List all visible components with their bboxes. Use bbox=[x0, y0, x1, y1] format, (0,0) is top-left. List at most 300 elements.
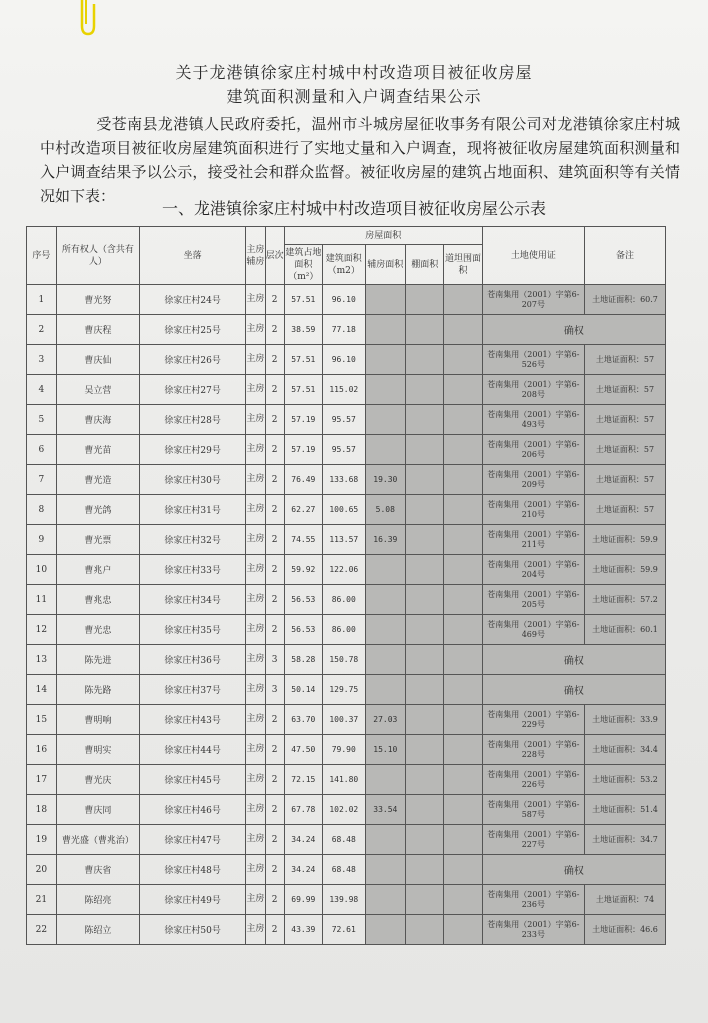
cell-aux-area bbox=[365, 405, 405, 435]
cell-address: 徐家庄村43号 bbox=[139, 705, 245, 735]
header-main-aux: 主房辅房 bbox=[246, 227, 265, 285]
cell-address: 徐家庄村46号 bbox=[139, 795, 245, 825]
cell-seq: 19 bbox=[27, 825, 57, 855]
header-wall-area: 道坦围面积 bbox=[444, 245, 482, 285]
header-owner: 所有权人（含共有人） bbox=[56, 227, 139, 285]
cell-main-aux: 主房 bbox=[246, 735, 265, 765]
cell-aux-area bbox=[365, 375, 405, 405]
cell-land-cert: 苍南集用（2001）字第6-208号 bbox=[482, 375, 584, 405]
cell-owner: 曹光苗 bbox=[56, 435, 139, 465]
cell-remarks: 土地证面积：57 bbox=[584, 495, 665, 525]
cell-remarks: 土地证面积：34.4 bbox=[584, 735, 665, 765]
cell-land-cert: 苍南集用（2001）字第6-206号 bbox=[482, 435, 584, 465]
cell-address: 徐家庄村26号 bbox=[139, 345, 245, 375]
cell-wall-area bbox=[444, 855, 482, 885]
table-row bbox=[27, 645, 666, 675]
cell-shed-area bbox=[406, 555, 444, 585]
cell-building-area: 68.48 bbox=[322, 825, 365, 855]
cell-remarks: 土地证面积：57 bbox=[584, 465, 665, 495]
table-row bbox=[27, 465, 666, 495]
cell-shed-area bbox=[406, 645, 444, 675]
cell-remarks: 土地证面积：34.7 bbox=[584, 825, 665, 855]
cell-owner: 曹光票 bbox=[56, 525, 139, 555]
cell-seq: 13 bbox=[27, 645, 57, 675]
cell-building-area: 122.06 bbox=[322, 555, 365, 585]
cell-main-aux: 主房 bbox=[246, 825, 265, 855]
cell-footprint: 69.99 bbox=[284, 885, 322, 915]
cell-address: 徐家庄村33号 bbox=[139, 555, 245, 585]
cell-shed-area bbox=[406, 735, 444, 765]
cell-owner: 曹庆海 bbox=[56, 405, 139, 435]
cell-shed-area bbox=[406, 435, 444, 465]
table-row bbox=[27, 555, 666, 585]
cell-wall-area bbox=[444, 465, 482, 495]
cell-remarks: 土地证面积：33.9 bbox=[584, 705, 665, 735]
cell-floors: 2 bbox=[265, 585, 284, 615]
cell-main-aux: 主房 bbox=[246, 645, 265, 675]
header-footprint: 建筑占地面积（m²） bbox=[284, 245, 322, 285]
cell-aux-area bbox=[365, 645, 405, 675]
cell-owner: 曹光庆 bbox=[56, 765, 139, 795]
cell-remarks: 土地证面积：57.2 bbox=[584, 585, 665, 615]
table-row bbox=[27, 705, 666, 735]
cell-footprint: 58.28 bbox=[284, 645, 322, 675]
cell-floors: 2 bbox=[265, 615, 284, 645]
cell-building-area: 77.18 bbox=[322, 315, 365, 345]
cell-footprint: 43.39 bbox=[284, 915, 322, 945]
cell-building-area: 68.48 bbox=[322, 855, 365, 885]
cell-floors: 2 bbox=[265, 285, 284, 315]
cell-land-cert: 苍南集用（2001）字第6-209号 bbox=[482, 465, 584, 495]
cell-remarks: 土地证面积：57 bbox=[584, 345, 665, 375]
cell-footprint: 47.50 bbox=[284, 735, 322, 765]
cell-land-cert: 苍南集用（2001）字第6-233号 bbox=[482, 915, 584, 945]
table-row bbox=[27, 855, 666, 885]
cell-building-area: 95.57 bbox=[322, 405, 365, 435]
cell-aux-area: 16.39 bbox=[365, 525, 405, 555]
cell-owner: 曹庆省 bbox=[56, 855, 139, 885]
cell-owner: 曹光造 bbox=[56, 465, 139, 495]
cell-shed-area bbox=[406, 825, 444, 855]
table-row bbox=[27, 825, 666, 855]
cell-main-aux: 主房 bbox=[246, 765, 265, 795]
header-land-cert: 土地使用证 bbox=[482, 227, 584, 285]
cell-building-area: 72.61 bbox=[322, 915, 365, 945]
cell-address: 徐家庄村47号 bbox=[139, 825, 245, 855]
cell-seq: 11 bbox=[27, 585, 57, 615]
cell-seq: 14 bbox=[27, 675, 57, 705]
cell-aux-area: 33.54 bbox=[365, 795, 405, 825]
cell-floors: 2 bbox=[265, 735, 284, 765]
cell-aux-area bbox=[365, 885, 405, 915]
cell-address: 徐家庄村34号 bbox=[139, 585, 245, 615]
cell-owner: 陈绍立 bbox=[56, 915, 139, 945]
header-address: 坐落 bbox=[139, 227, 245, 285]
cell-seq: 20 bbox=[27, 855, 57, 885]
cell-floors: 2 bbox=[265, 405, 284, 435]
cell-wall-area bbox=[444, 585, 482, 615]
cell-land-cert: 苍南集用（2001）字第6-227号 bbox=[482, 825, 584, 855]
table-row bbox=[27, 285, 666, 315]
cell-owner: 吴立营 bbox=[56, 375, 139, 405]
cell-main-aux: 主房 bbox=[246, 345, 265, 375]
cell-owner: 曹光鸽 bbox=[56, 495, 139, 525]
cell-footprint: 57.51 bbox=[284, 375, 322, 405]
cell-wall-area bbox=[444, 645, 482, 675]
cell-wall-area bbox=[444, 405, 482, 435]
cell-remarks: 土地证面积：57 bbox=[584, 405, 665, 435]
cell-floors: 2 bbox=[265, 825, 284, 855]
cell-aux-area bbox=[365, 315, 405, 345]
intro-paragraph bbox=[40, 112, 680, 208]
cell-wall-area bbox=[444, 495, 482, 525]
cell-seq: 16 bbox=[27, 735, 57, 765]
cell-owner: 曹兆忠 bbox=[56, 585, 139, 615]
cell-footprint: 57.51 bbox=[284, 345, 322, 375]
cell-wall-area bbox=[444, 615, 482, 645]
cell-aux-area bbox=[365, 555, 405, 585]
cell-aux-area: 19.30 bbox=[365, 465, 405, 495]
cell-wall-area bbox=[444, 795, 482, 825]
cell-main-aux: 主房 bbox=[246, 585, 265, 615]
document-title-line-1: 关于龙港镇徐家庄村城中村改造项目被征收房屋 bbox=[175, 63, 533, 82]
cell-shed-area bbox=[406, 495, 444, 525]
paper-clip-icon bbox=[70, 0, 100, 40]
cell-seq: 8 bbox=[27, 495, 57, 525]
cell-aux-area: 15.10 bbox=[365, 735, 405, 765]
cell-aux-area bbox=[365, 345, 405, 375]
cell-wall-area bbox=[444, 435, 482, 465]
cell-owner: 曹明响 bbox=[56, 705, 139, 735]
cell-main-aux: 主房 bbox=[246, 705, 265, 735]
cell-remarks: 土地证面积：57 bbox=[584, 435, 665, 465]
cell-owner: 陈先进 bbox=[56, 645, 139, 675]
cell-aux-area bbox=[365, 615, 405, 645]
header-aux-area: 辅房面积 bbox=[365, 245, 405, 285]
cell-building-area: 96.10 bbox=[322, 285, 365, 315]
cell-land-cert: 苍南集用（2001）字第6-210号 bbox=[482, 495, 584, 525]
cell-main-aux: 主房 bbox=[246, 495, 265, 525]
header-area-group: 房屋面积 bbox=[284, 227, 482, 245]
cell-seq: 12 bbox=[27, 615, 57, 645]
cell-floors: 2 bbox=[265, 435, 284, 465]
cell-building-area: 141.80 bbox=[322, 765, 365, 795]
cell-aux-area: 27.03 bbox=[365, 705, 405, 735]
cell-address: 徐家庄村50号 bbox=[139, 915, 245, 945]
cell-footprint: 67.78 bbox=[284, 795, 322, 825]
cell-wall-area bbox=[444, 915, 482, 945]
cell-building-area: 102.02 bbox=[322, 795, 365, 825]
cell-wall-area bbox=[444, 705, 482, 735]
cell-shed-area bbox=[406, 525, 444, 555]
cell-remarks: 土地证面积：74 bbox=[584, 885, 665, 915]
cell-footprint: 72.15 bbox=[284, 765, 322, 795]
cell-wall-area bbox=[444, 825, 482, 855]
cell-footprint: 34.24 bbox=[284, 855, 322, 885]
cell-main-aux: 主房 bbox=[246, 615, 265, 645]
cell-floors: 2 bbox=[265, 525, 284, 555]
cell-main-aux: 主房 bbox=[246, 855, 265, 885]
cell-floors: 2 bbox=[265, 915, 284, 945]
cell-main-aux: 主房 bbox=[246, 795, 265, 825]
cell-building-area: 100.65 bbox=[322, 495, 365, 525]
table-row bbox=[27, 495, 666, 525]
cell-aux-area bbox=[365, 675, 405, 705]
cell-footprint: 62.27 bbox=[284, 495, 322, 525]
cell-floors: 2 bbox=[265, 855, 284, 885]
cell-wall-area bbox=[444, 885, 482, 915]
table-row bbox=[27, 435, 666, 465]
header-building-area: 建筑面积（m2） bbox=[322, 245, 365, 285]
cell-seq: 18 bbox=[27, 795, 57, 825]
cell-aux-area: 5.08 bbox=[365, 495, 405, 525]
cell-shed-area bbox=[406, 615, 444, 645]
cell-floors: 3 bbox=[265, 645, 284, 675]
cell-shed-area bbox=[406, 405, 444, 435]
cell-main-aux: 主房 bbox=[246, 525, 265, 555]
cell-seq: 7 bbox=[27, 465, 57, 495]
cell-floors: 2 bbox=[265, 465, 284, 495]
cell-shed-area bbox=[406, 675, 444, 705]
cell-building-area: 129.75 bbox=[322, 675, 365, 705]
cell-land-cert: 苍南集用（2001）字第6-226号 bbox=[482, 765, 584, 795]
cell-floors: 2 bbox=[265, 765, 284, 795]
cell-address: 徐家庄村24号 bbox=[139, 285, 245, 315]
cell-wall-area bbox=[444, 345, 482, 375]
cell-building-area: 100.37 bbox=[322, 705, 365, 735]
cell-remarks: 土地证面积：57 bbox=[584, 375, 665, 405]
cell-footprint: 34.24 bbox=[284, 825, 322, 855]
cell-seq: 22 bbox=[27, 915, 57, 945]
cell-wall-area bbox=[444, 375, 482, 405]
cell-floors: 2 bbox=[265, 345, 284, 375]
table-row bbox=[27, 675, 666, 705]
cell-address: 徐家庄村28号 bbox=[139, 405, 245, 435]
cell-floors: 2 bbox=[265, 885, 284, 915]
cell-owner: 陈先路 bbox=[56, 675, 139, 705]
cell-seq: 3 bbox=[27, 345, 57, 375]
cell-land-cert: 苍南集用（2001）字第6-236号 bbox=[482, 885, 584, 915]
cell-aux-area bbox=[365, 765, 405, 795]
cell-aux-area bbox=[365, 435, 405, 465]
cell-building-area: 150.78 bbox=[322, 645, 365, 675]
cell-shed-area bbox=[406, 765, 444, 795]
cell-aux-area bbox=[365, 585, 405, 615]
table-row bbox=[27, 885, 666, 915]
cell-seq: 5 bbox=[27, 405, 57, 435]
cell-land-cert: 确权 bbox=[482, 675, 665, 705]
cell-seq: 15 bbox=[27, 705, 57, 735]
cell-address: 徐家庄村29号 bbox=[139, 435, 245, 465]
cell-seq: 6 bbox=[27, 435, 57, 465]
cell-shed-area bbox=[406, 795, 444, 825]
cell-shed-area bbox=[406, 465, 444, 495]
cell-footprint: 63.70 bbox=[284, 705, 322, 735]
cell-land-cert: 确权 bbox=[482, 645, 665, 675]
cell-footprint: 57.19 bbox=[284, 405, 322, 435]
table-row bbox=[27, 375, 666, 405]
cell-floors: 2 bbox=[265, 555, 284, 585]
cell-wall-area bbox=[444, 315, 482, 345]
cell-main-aux: 主房 bbox=[246, 405, 265, 435]
cell-main-aux: 主房 bbox=[246, 435, 265, 465]
intro-paragraph-text: 受苍南县龙港镇人民政府委托，温州市斗城房屋征收事务有限公司对龙港镇徐家庄村城中村改造项目被征收房屋建筑面积进行了实地丈量和入户调查，现将被征收房屋建筑面积测量和入户调查结果予以公示，接受社会和群众监督。被征收房屋的建筑占地面积、建筑面积等有关情况如下表： bbox=[40, 115, 680, 205]
cell-footprint: 76.49 bbox=[284, 465, 322, 495]
expropriation-table bbox=[26, 226, 666, 945]
cell-floors: 2 bbox=[265, 315, 284, 345]
table-row bbox=[27, 615, 666, 645]
cell-shed-area bbox=[406, 885, 444, 915]
header-floors: 层次 bbox=[265, 227, 284, 285]
cell-address: 徐家庄村35号 bbox=[139, 615, 245, 645]
cell-address: 徐家庄村45号 bbox=[139, 765, 245, 795]
cell-owner: 陈绍亮 bbox=[56, 885, 139, 915]
table-body bbox=[27, 285, 666, 945]
cell-wall-area bbox=[444, 735, 482, 765]
cell-owner: 曹明实 bbox=[56, 735, 139, 765]
cell-land-cert: 苍南集用（2001）字第6-207号 bbox=[482, 285, 584, 315]
cell-address: 徐家庄村44号 bbox=[139, 735, 245, 765]
cell-owner: 曹庆仙 bbox=[56, 345, 139, 375]
table-row bbox=[27, 315, 666, 345]
cell-land-cert: 确权 bbox=[482, 855, 665, 885]
cell-main-aux: 主房 bbox=[246, 465, 265, 495]
cell-aux-area bbox=[365, 825, 405, 855]
cell-remarks: 土地证面积：60.1 bbox=[584, 615, 665, 645]
cell-shed-area bbox=[406, 585, 444, 615]
cell-shed-area bbox=[406, 315, 444, 345]
cell-owner: 曹光忠 bbox=[56, 615, 139, 645]
cell-main-aux: 主房 bbox=[246, 285, 265, 315]
cell-footprint: 74.55 bbox=[284, 525, 322, 555]
cell-building-area: 115.02 bbox=[322, 375, 365, 405]
cell-address: 徐家庄村36号 bbox=[139, 645, 245, 675]
cell-main-aux: 主房 bbox=[246, 555, 265, 585]
cell-land-cert: 苍南集用（2001）字第6-205号 bbox=[482, 585, 584, 615]
table-title: 一、龙港镇徐家庄村城中村改造项目被征收房屋公示表 bbox=[161, 199, 546, 218]
cell-building-area: 133.68 bbox=[322, 465, 365, 495]
cell-land-cert: 苍南集用（2001）字第6-211号 bbox=[482, 525, 584, 555]
cell-main-aux: 主房 bbox=[246, 915, 265, 945]
cell-building-area: 96.10 bbox=[322, 345, 365, 375]
table-row bbox=[27, 405, 666, 435]
cell-wall-area bbox=[444, 765, 482, 795]
cell-floors: 2 bbox=[265, 705, 284, 735]
header-seq: 序号 bbox=[27, 227, 57, 285]
cell-land-cert: 确权 bbox=[482, 315, 665, 345]
cell-land-cert: 苍南集用（2001）字第6-204号 bbox=[482, 555, 584, 585]
cell-remarks: 土地证面积：60.7 bbox=[584, 285, 665, 315]
cell-address: 徐家庄村32号 bbox=[139, 525, 245, 555]
cell-remarks: 土地证面积：53.2 bbox=[584, 765, 665, 795]
cell-seq: 4 bbox=[27, 375, 57, 405]
cell-seq: 17 bbox=[27, 765, 57, 795]
cell-address: 徐家庄村30号 bbox=[139, 465, 245, 495]
cell-seq: 1 bbox=[27, 285, 57, 315]
cell-floors: 2 bbox=[265, 495, 284, 525]
cell-shed-area bbox=[406, 915, 444, 945]
table-row bbox=[27, 735, 666, 765]
cell-building-area: 79.90 bbox=[322, 735, 365, 765]
cell-wall-area bbox=[444, 285, 482, 315]
cell-shed-area bbox=[406, 375, 444, 405]
cell-shed-area bbox=[406, 705, 444, 735]
header-shed-area: 棚面积 bbox=[406, 245, 444, 285]
table-row bbox=[27, 765, 666, 795]
cell-footprint: 56.53 bbox=[284, 615, 322, 645]
cell-owner: 曹光努 bbox=[56, 285, 139, 315]
cell-land-cert: 苍南集用（2001）字第6-228号 bbox=[482, 735, 584, 765]
table-row bbox=[27, 585, 666, 615]
table-row bbox=[27, 915, 666, 945]
table-row bbox=[27, 525, 666, 555]
cell-owner: 曹光盛（曹兆治） bbox=[56, 825, 139, 855]
cell-land-cert: 苍南集用（2001）字第6-587号 bbox=[482, 795, 584, 825]
cell-main-aux: 主房 bbox=[246, 885, 265, 915]
cell-footprint: 57.51 bbox=[284, 285, 322, 315]
cell-shed-area bbox=[406, 855, 444, 885]
cell-shed-area bbox=[406, 345, 444, 375]
cell-remarks: 土地证面积：51.4 bbox=[584, 795, 665, 825]
cell-footprint: 56.53 bbox=[284, 585, 322, 615]
cell-land-cert: 苍南集用（2001）字第6-469号 bbox=[482, 615, 584, 645]
cell-main-aux: 主房 bbox=[246, 315, 265, 345]
cell-seq: 2 bbox=[27, 315, 57, 345]
cell-building-area: 86.00 bbox=[322, 585, 365, 615]
cell-wall-area bbox=[444, 555, 482, 585]
cell-address: 徐家庄村25号 bbox=[139, 315, 245, 345]
cell-aux-area bbox=[365, 285, 405, 315]
cell-main-aux: 主房 bbox=[246, 675, 265, 705]
cell-land-cert: 苍南集用（2001）字第6-526号 bbox=[482, 345, 584, 375]
table-row bbox=[27, 345, 666, 375]
cell-owner: 曹庆同 bbox=[56, 795, 139, 825]
cell-address: 徐家庄村27号 bbox=[139, 375, 245, 405]
cell-building-area: 86.00 bbox=[322, 615, 365, 645]
cell-footprint: 50.14 bbox=[284, 675, 322, 705]
cell-address: 徐家庄村37号 bbox=[139, 675, 245, 705]
cell-footprint: 59.92 bbox=[284, 555, 322, 585]
cell-remarks: 土地证面积：46.6 bbox=[584, 915, 665, 945]
cell-building-area: 139.98 bbox=[322, 885, 365, 915]
cell-footprint: 57.19 bbox=[284, 435, 322, 465]
cell-address: 徐家庄村31号 bbox=[139, 495, 245, 525]
cell-remarks: 土地证面积：59.9 bbox=[584, 555, 665, 585]
cell-seq: 10 bbox=[27, 555, 57, 585]
cell-land-cert: 苍南集用（2001）字第6-493号 bbox=[482, 405, 584, 435]
cell-address: 徐家庄村48号 bbox=[139, 855, 245, 885]
cell-owner: 曹兆户 bbox=[56, 555, 139, 585]
cell-seq: 9 bbox=[27, 525, 57, 555]
cell-wall-area bbox=[444, 675, 482, 705]
cell-address: 徐家庄村49号 bbox=[139, 885, 245, 915]
cell-remarks: 土地证面积：59.9 bbox=[584, 525, 665, 555]
header-remarks: 备注 bbox=[584, 227, 665, 285]
cell-wall-area bbox=[444, 525, 482, 555]
cell-seq: 21 bbox=[27, 885, 57, 915]
cell-floors: 2 bbox=[265, 375, 284, 405]
cell-building-area: 95.57 bbox=[322, 435, 365, 465]
cell-floors: 3 bbox=[265, 675, 284, 705]
cell-land-cert: 苍南集用（2001）字第6-229号 bbox=[482, 705, 584, 735]
cell-footprint: 38.59 bbox=[284, 315, 322, 345]
document-title-line-2: 建筑面积测量和入户调查结果公示 bbox=[226, 87, 482, 106]
table-row bbox=[27, 795, 666, 825]
cell-shed-area bbox=[406, 285, 444, 315]
cell-aux-area bbox=[365, 915, 405, 945]
cell-owner: 曹庆程 bbox=[56, 315, 139, 345]
cell-floors: 2 bbox=[265, 795, 284, 825]
